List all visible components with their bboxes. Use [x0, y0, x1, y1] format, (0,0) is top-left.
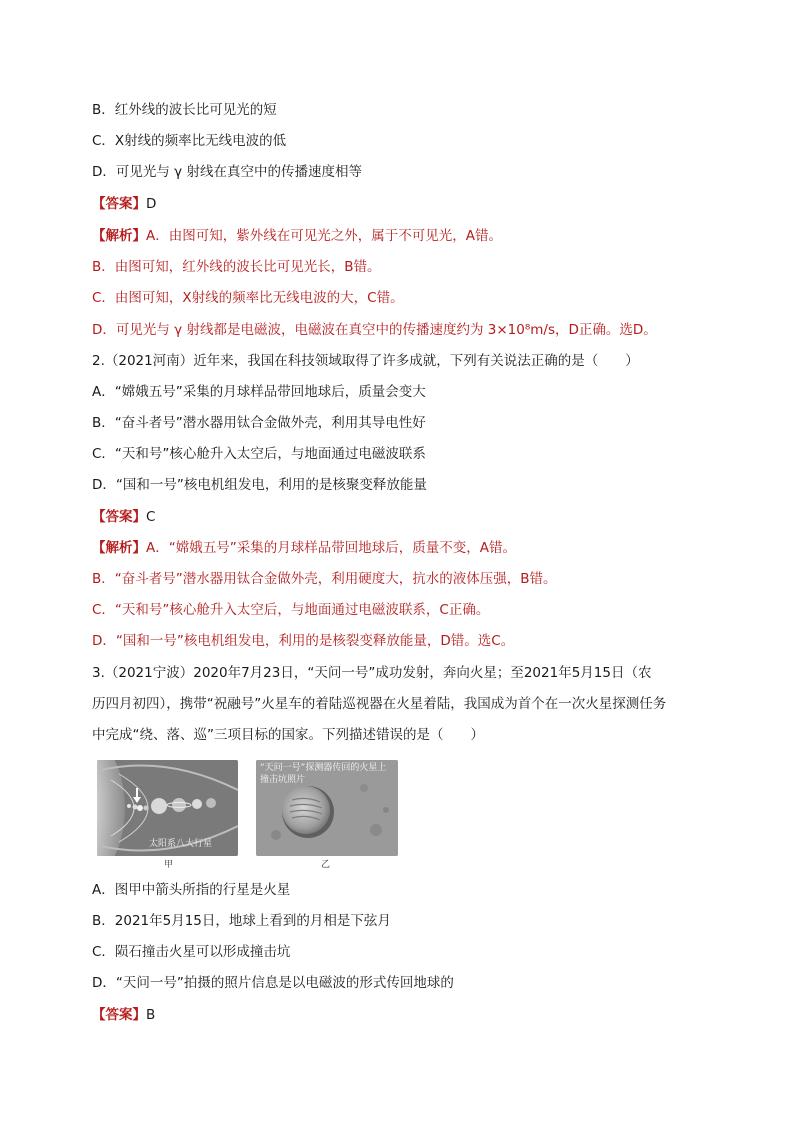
question-3-line-1: 3.（2021宁波）2020年7月23日，“天问一号”成功发射，奔向火星；至2021年5月15日（农 [92, 665, 652, 681]
figure-b-caption-1: “天问一号”探测器传回的火星上 [260, 763, 387, 773]
question-2-option-a: A．“嫦娥五号”采集的月球样品带回地球后，质量会变大 [92, 384, 426, 400]
explanation-1-d: D．可见光与 γ 射线都是电磁波，电磁波在真空中的传播速度约为 3×10⁸m/s，D正确。选D。 [92, 322, 657, 338]
explanation-label: 【解析】 [92, 540, 146, 556]
answer-value: C [146, 509, 156, 525]
question-3-option-d: D．“天问一号”拍摄的照片信息是以电磁波的形式传回地球的 [92, 975, 454, 991]
figure-mars-crater [256, 760, 398, 856]
option-c-line: C．X射线的频率比无线电波的低 [92, 133, 287, 149]
explanation-1-b: B．由图可知，红外线的波长比可见光长，B错。 [92, 259, 381, 275]
question-2-option-c: C．“天和号”核心舱升入太空后，与地面通过电磁波联系 [92, 446, 426, 462]
question-3-line-3: 中完成“绕、落、巡”三项目标的国家。下列描述错误的是（ ） [92, 727, 484, 743]
option-b-line: B．红外线的波长比可见光的短 [92, 102, 277, 118]
explanation-2-d: D．“国和一号”核电机组发电，利用的是核裂变释放能量，D错。选C。 [92, 633, 515, 649]
explanation-1-a [92, 226, 502, 246]
figure-b-caption-2: 撞击坑照片 [260, 775, 306, 785]
question-3-option-b: B．2021年5月15日，地球上看到的月相是下弦月 [92, 913, 391, 929]
explanation-1-c: C．由图可知，X射线的频率比无线电波的大，C错。 [92, 290, 404, 306]
answer-label: 【答案】 [92, 509, 146, 525]
figure-b-label: 乙 [321, 860, 331, 870]
question-3-option-c: C．陨石撞击火星可以形成撞击坑 [92, 944, 291, 960]
option-d-line: D．可见光与 γ 射线在真空中的传播速度相等 [92, 164, 362, 180]
question-2: 2.（2021河南）近年来，我国在科技领域取得了许多成就，下列有关说法正确的是（ ） [92, 353, 639, 369]
answer-3 [92, 1005, 155, 1025]
answer-2 [92, 507, 155, 527]
figure-a-label: 甲 [164, 860, 174, 870]
answer-value: D [146, 196, 157, 212]
question-2-option-b: B．“奋斗者号”潜水器用钛合金做外壳，利用其导电性好 [92, 415, 426, 431]
explanation-2-c: C．“天和号”核心舱升入太空后，与地面通过电磁波联系，C正确。 [92, 602, 490, 618]
explanation-label: 【解析】 [92, 228, 146, 244]
figure-a-caption: 太阳系八大行星 [149, 839, 213, 849]
question-3-line-2: 历四月初四），携带“祝融号”火星车的着陆巡视器在火星着陆，我国成为首个在一次火星探测任务 [92, 696, 667, 712]
answer-value: B [146, 1007, 156, 1023]
explanation-text: A．“嫦娥五号”采集的月球样品带回地球后，质量不变，A错。 [146, 540, 516, 556]
answer-label: 【答案】 [92, 196, 146, 212]
explanation-text: A．由图可知，紫外线在可见光之外，属于不可见光，A错。 [146, 228, 502, 244]
explanation-2-a [92, 538, 516, 558]
question-3-option-a: A．图甲中箭头所指的行星是火星 [92, 882, 291, 898]
figure-solar-system [97, 760, 238, 856]
answer-label: 【答案】 [92, 1007, 146, 1023]
explanation-2-b: B．“奋斗者号”潜水器用钛合金做外壳，利用硬度大，抗水的液体压强，B错。 [92, 571, 557, 587]
question-2-option-d: D．“国和一号”核电机组发电，利用的是核聚变释放能量 [92, 477, 427, 493]
answer-1 [92, 194, 156, 214]
